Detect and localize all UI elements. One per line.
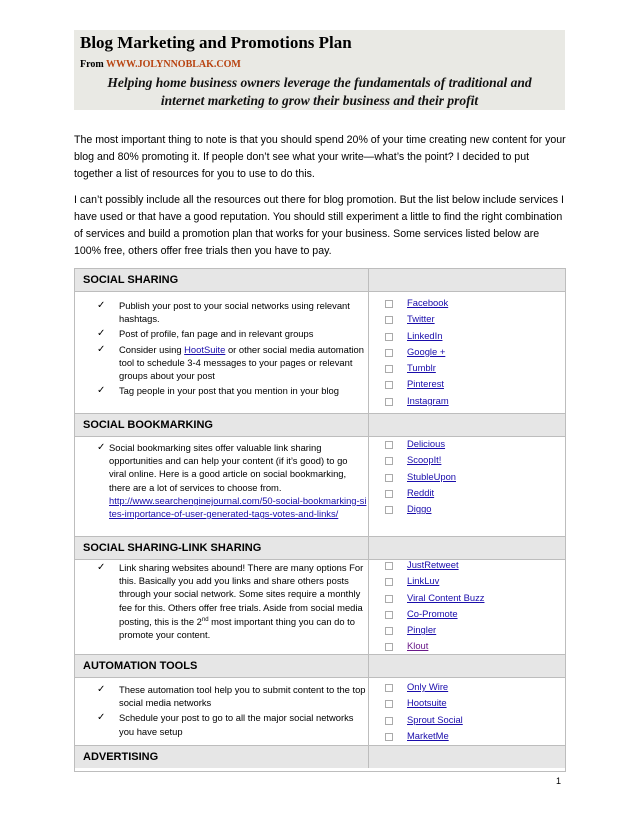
list-item: ✓ Publish your post to your social networks using relevant hashtags. (97, 300, 350, 325)
link-reddit[interactable]: Reddit (407, 486, 435, 498)
check-icon: ✓ (97, 343, 106, 355)
check-icon: ✓ (97, 328, 106, 340)
box-icon (385, 611, 393, 619)
box-icon (385, 441, 393, 449)
link-google-plus[interactable]: Google + (407, 345, 446, 357)
box-icon (385, 643, 393, 651)
section-title: SOCIAL SHARING-LINK SHARING (83, 542, 262, 554)
link-twitter[interactable]: Twitter (407, 313, 435, 325)
box-icon (385, 490, 393, 498)
list-item: ✓ Post of profile, fan page and in relevant groups (97, 328, 314, 340)
social-bookmarking-links (385, 436, 555, 517)
section-header-advertising (75, 746, 565, 768)
check-icon: ✓ (97, 442, 106, 453)
list-item: ✓ Consider using HootSuite or other social media automation tool to schedule 3-4 messages to your pages or relevant groups about your post (97, 343, 364, 382)
section-header-social-bookmarking (75, 414, 565, 436)
box-icon (385, 717, 393, 725)
box-icon (385, 474, 393, 482)
list-item: ✓ Social bookmarking sites offer valuable link sharing opportunities and can help your content (if it’s good) to go viral online. Here is a good article on social bookmarking, there are a lot of services to choose from. http://www.searchenginejournal.com/50-social-bookmarking-sites-importance-of-user-generated-tags-votes-and-links/ (97, 442, 367, 520)
box-icon (385, 700, 393, 708)
link-tumblr[interactable]: Tumblr (407, 362, 436, 374)
link-linkluv[interactable]: LinkLuv (407, 575, 440, 587)
link-co-promote[interactable]: Co-Promote (407, 607, 458, 619)
check-icon: ✓ (97, 562, 106, 573)
box-icon (385, 349, 393, 357)
check-icon: ✓ (97, 712, 106, 724)
box-icon (385, 333, 393, 341)
box-icon (385, 398, 393, 406)
box-icon (385, 733, 393, 741)
check-icon: ✓ (97, 684, 106, 695)
source-line (74, 56, 565, 74)
link-linkedin[interactable]: LinkedIn (407, 329, 443, 341)
link-pinterest[interactable]: Pinterest (407, 378, 444, 390)
link-sprout-social[interactable]: Sprout Social (407, 713, 463, 725)
section-header-automation-tools (75, 655, 565, 677)
box-icon (385, 595, 393, 603)
check-icon: ✓ (97, 385, 106, 397)
link-stumbleupon[interactable]: StubleUpon (407, 470, 456, 482)
source-site: WWW.JOLYNNOBLAK.COM (106, 59, 241, 70)
section-title: SOCIAL SHARING (83, 274, 179, 286)
social-sharing-links (385, 295, 555, 409)
resource-table (74, 268, 566, 772)
section-title: SOCIAL BOOKMARKING (83, 419, 213, 431)
link-marketme[interactable]: MarketMe (407, 729, 449, 741)
tagline-line-2: internet marketing to grow their business and their profit (160, 93, 479, 108)
box-icon (385, 300, 393, 308)
section-title: AUTOMATION TOOLS (83, 660, 198, 672)
box-icon (385, 684, 393, 692)
automation-links (385, 679, 555, 744)
link-klout[interactable]: Klout (407, 640, 429, 652)
tagline-line-1: Helping home business owners leverage the fundamentals of traditional and (107, 75, 532, 90)
section-header-link-sharing (75, 537, 565, 559)
automation-list (97, 683, 367, 740)
link-only-wire[interactable]: Only Wire (407, 681, 449, 692)
link-hootsuite[interactable]: Hootsuite (407, 697, 447, 709)
document-title: Blog Marketing and Promotions Plan (74, 30, 565, 56)
link-viral-content-buzz[interactable]: Viral Content Buzz (407, 591, 485, 603)
from-label: From (80, 59, 104, 70)
box-icon (385, 381, 393, 389)
section-header-social-sharing (75, 269, 565, 291)
box-icon (385, 562, 393, 570)
box-icon (385, 365, 393, 373)
intro-paragraph-2: I can’t possibly include all the resources out there for blog promotion. But the list below include services I have used or that have a good reputation. You should still experiment a little to find the right combination of services and build a promotion plan that works for your business. Some services listed below are 100% free, others offer free trials then you have to pay. (74, 194, 564, 257)
list-item: ✓ Link sharing websites abound! There are many options For this. Basically you add you links and share others posts through your social network. Some sites require a monthly fee for this. Others offer free trials. Aside from social media posting, this is the 2nd most important thing you can do to promote your content. (97, 562, 364, 641)
link-scoopit[interactable]: ScoopIt! (407, 454, 442, 466)
link-sharing-list (97, 561, 367, 643)
box-icon (385, 316, 393, 324)
social-sharing-list (97, 299, 367, 399)
box-icon (385, 457, 393, 465)
link-sharing-links (385, 557, 555, 655)
box-icon (385, 627, 393, 635)
link-instagram[interactable]: Instagram (407, 394, 449, 406)
link-facebook[interactable]: Facebook (407, 297, 449, 308)
section-title: ADVERTISING (83, 751, 159, 763)
check-icon: ✓ (97, 300, 106, 311)
intro-paragraph-1: The most important thing to note is that you should spend 20% of your time creating new content for your blog and 80% promoting it. If people don’t see what your write—what’s the point? I decided to put together a list of resources for you to use to do this. (74, 134, 566, 180)
box-icon (385, 506, 393, 514)
social-bookmarking-list (97, 441, 367, 522)
hootsuite-link[interactable]: HootSuite (184, 343, 226, 355)
list-item: ✓ Tag people in your post that you mention in your blog (97, 385, 339, 397)
link-justretweet[interactable]: JustRetweet (407, 559, 459, 570)
bookmarking-article-link[interactable]: http://www.searchenginejournal.com/50-social-bookmarking-sites-importance-of-user-generated-tags-votes-and-links/ (109, 494, 367, 520)
list-item: ✓ These automation tool help you to submit content to the top social media networks (97, 684, 366, 709)
page-number: 1 (556, 776, 562, 786)
tagline (74, 74, 565, 110)
link-pingler[interactable]: Pingler (407, 624, 437, 636)
link-delicious[interactable]: Delicious (407, 438, 446, 449)
box-icon (385, 578, 393, 586)
list-item: ✓ Schedule your post to go to all the major social networks you have setup (97, 712, 354, 737)
link-diggo[interactable]: Diggo (407, 503, 432, 515)
